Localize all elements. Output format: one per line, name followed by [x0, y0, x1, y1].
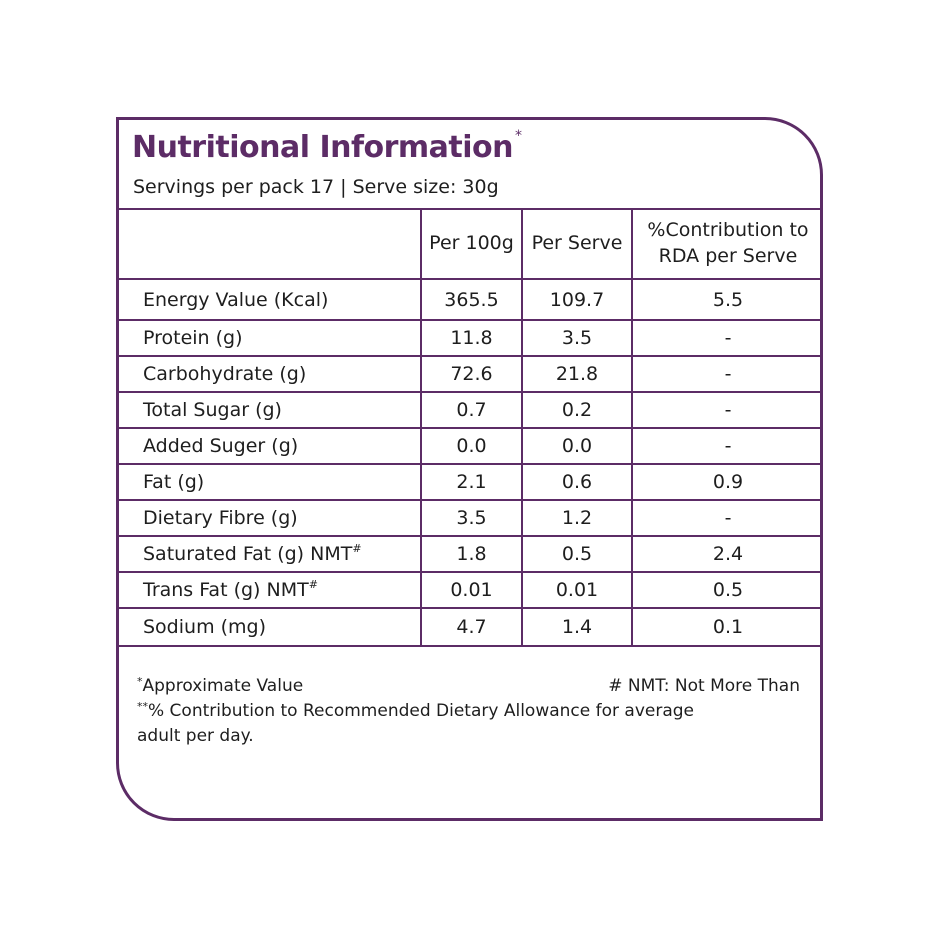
value-per-100g: 11.8	[421, 320, 522, 356]
nutrient-name	[119, 428, 421, 464]
value-rda: 2.4	[632, 536, 823, 572]
nutrient-name	[119, 608, 421, 646]
page-title	[132, 130, 522, 165]
value-rda: 0.1	[632, 608, 823, 646]
value-per-100g: 0.0	[421, 428, 522, 464]
header-nutrient	[119, 209, 421, 279]
footnote-approximate	[137, 676, 303, 696]
header-rda-text: %Contribution to RDA per Serve	[647, 219, 809, 267]
approx-asterisk: *	[137, 675, 143, 688]
value-per-100g: 0.7	[421, 392, 522, 428]
table-row	[119, 608, 823, 646]
value-rda: 0.5	[632, 572, 823, 608]
nutrient-name	[119, 356, 421, 392]
footnote-rda-line1	[137, 701, 694, 721]
value-rda: -	[632, 392, 823, 428]
value-rda: 0.9	[632, 464, 823, 500]
value-per-100g: 4.7	[421, 608, 522, 646]
value-rda: -	[632, 500, 823, 536]
value-per-serve: 0.01	[522, 572, 632, 608]
nutrient-label: Protein (g)	[143, 327, 243, 349]
rda-asterisks: **	[137, 700, 148, 713]
value-per-serve: 109.7	[522, 279, 632, 320]
value-per-100g: 2.1	[421, 464, 522, 500]
footnote-nmt: # NMT: Not More Than	[608, 676, 800, 696]
value-rda: 5.5	[632, 279, 823, 320]
nutrient-name	[119, 536, 421, 572]
nutrient-label: Trans Fat (g) NMT	[143, 579, 309, 601]
value-per-serve: 1.2	[522, 500, 632, 536]
table-row	[119, 392, 823, 428]
value-per-100g: 0.01	[421, 572, 522, 608]
table-row	[119, 500, 823, 536]
title-text: Nutritional Information	[132, 130, 514, 165]
table-row	[119, 356, 823, 392]
nutrition-table	[119, 208, 823, 647]
value-per-serve: 21.8	[522, 356, 632, 392]
nutrient-label: Total Sugar (g)	[143, 399, 282, 421]
nutrient-name	[119, 392, 421, 428]
rda-line1-text: % Contribution to Recommended Dietary Allowance for average	[148, 701, 695, 721]
header-rda	[632, 209, 823, 279]
value-per-100g: 3.5	[421, 500, 522, 536]
nutrient-label: Dietary Fibre (g)	[143, 507, 298, 529]
nutrient-label: Energy Value (Kcal)	[143, 288, 329, 311]
title-asterisk: *	[515, 128, 522, 144]
table-header-row	[119, 209, 823, 279]
nutrient-label: Added Suger (g)	[143, 435, 299, 457]
nutrient-name	[119, 279, 421, 320]
nutrient-name	[119, 500, 421, 536]
nutrient-name	[119, 572, 421, 608]
nutrition-rows	[119, 279, 823, 646]
value-per-serve: 0.0	[522, 428, 632, 464]
value-per-serve: 0.5	[522, 536, 632, 572]
table-row	[119, 464, 823, 500]
footnote-rda-line2: adult per day.	[137, 726, 254, 746]
value-rda: -	[632, 320, 823, 356]
value-per-serve: 0.6	[522, 464, 632, 500]
header-per-serve: Per Serve	[522, 209, 632, 279]
nmt-mark: #	[352, 542, 362, 555]
nutrient-label: Saturated Fat (g) NMT	[143, 543, 353, 565]
nutrient-label: Carbohydrate (g)	[143, 363, 307, 385]
value-per-serve: 0.2	[522, 392, 632, 428]
nmt-mark: #	[308, 578, 318, 591]
table-row	[119, 572, 823, 608]
table-row	[119, 320, 823, 356]
value-per-serve: 3.5	[522, 320, 632, 356]
value-rda: -	[632, 428, 823, 464]
table-row	[119, 536, 823, 572]
header-per-100g: Per 100g	[421, 209, 522, 279]
nutrient-name	[119, 464, 421, 500]
nutrient-label: Sodium (mg)	[143, 616, 267, 638]
value-per-100g: 365.5	[421, 279, 522, 320]
nutrient-label: Fat (g)	[143, 471, 205, 493]
nutrition-label-card	[116, 117, 823, 821]
table-row	[119, 279, 823, 320]
table-row	[119, 428, 823, 464]
value-per-100g: 1.8	[421, 536, 522, 572]
nutrient-name	[119, 320, 421, 356]
value-rda: -	[632, 356, 823, 392]
value-per-serve: 1.4	[522, 608, 632, 646]
approx-text: Approximate Value	[142, 676, 304, 696]
value-per-100g: 72.6	[421, 356, 522, 392]
servings-info: Servings per pack 17 | Serve size: 30g	[133, 176, 499, 198]
